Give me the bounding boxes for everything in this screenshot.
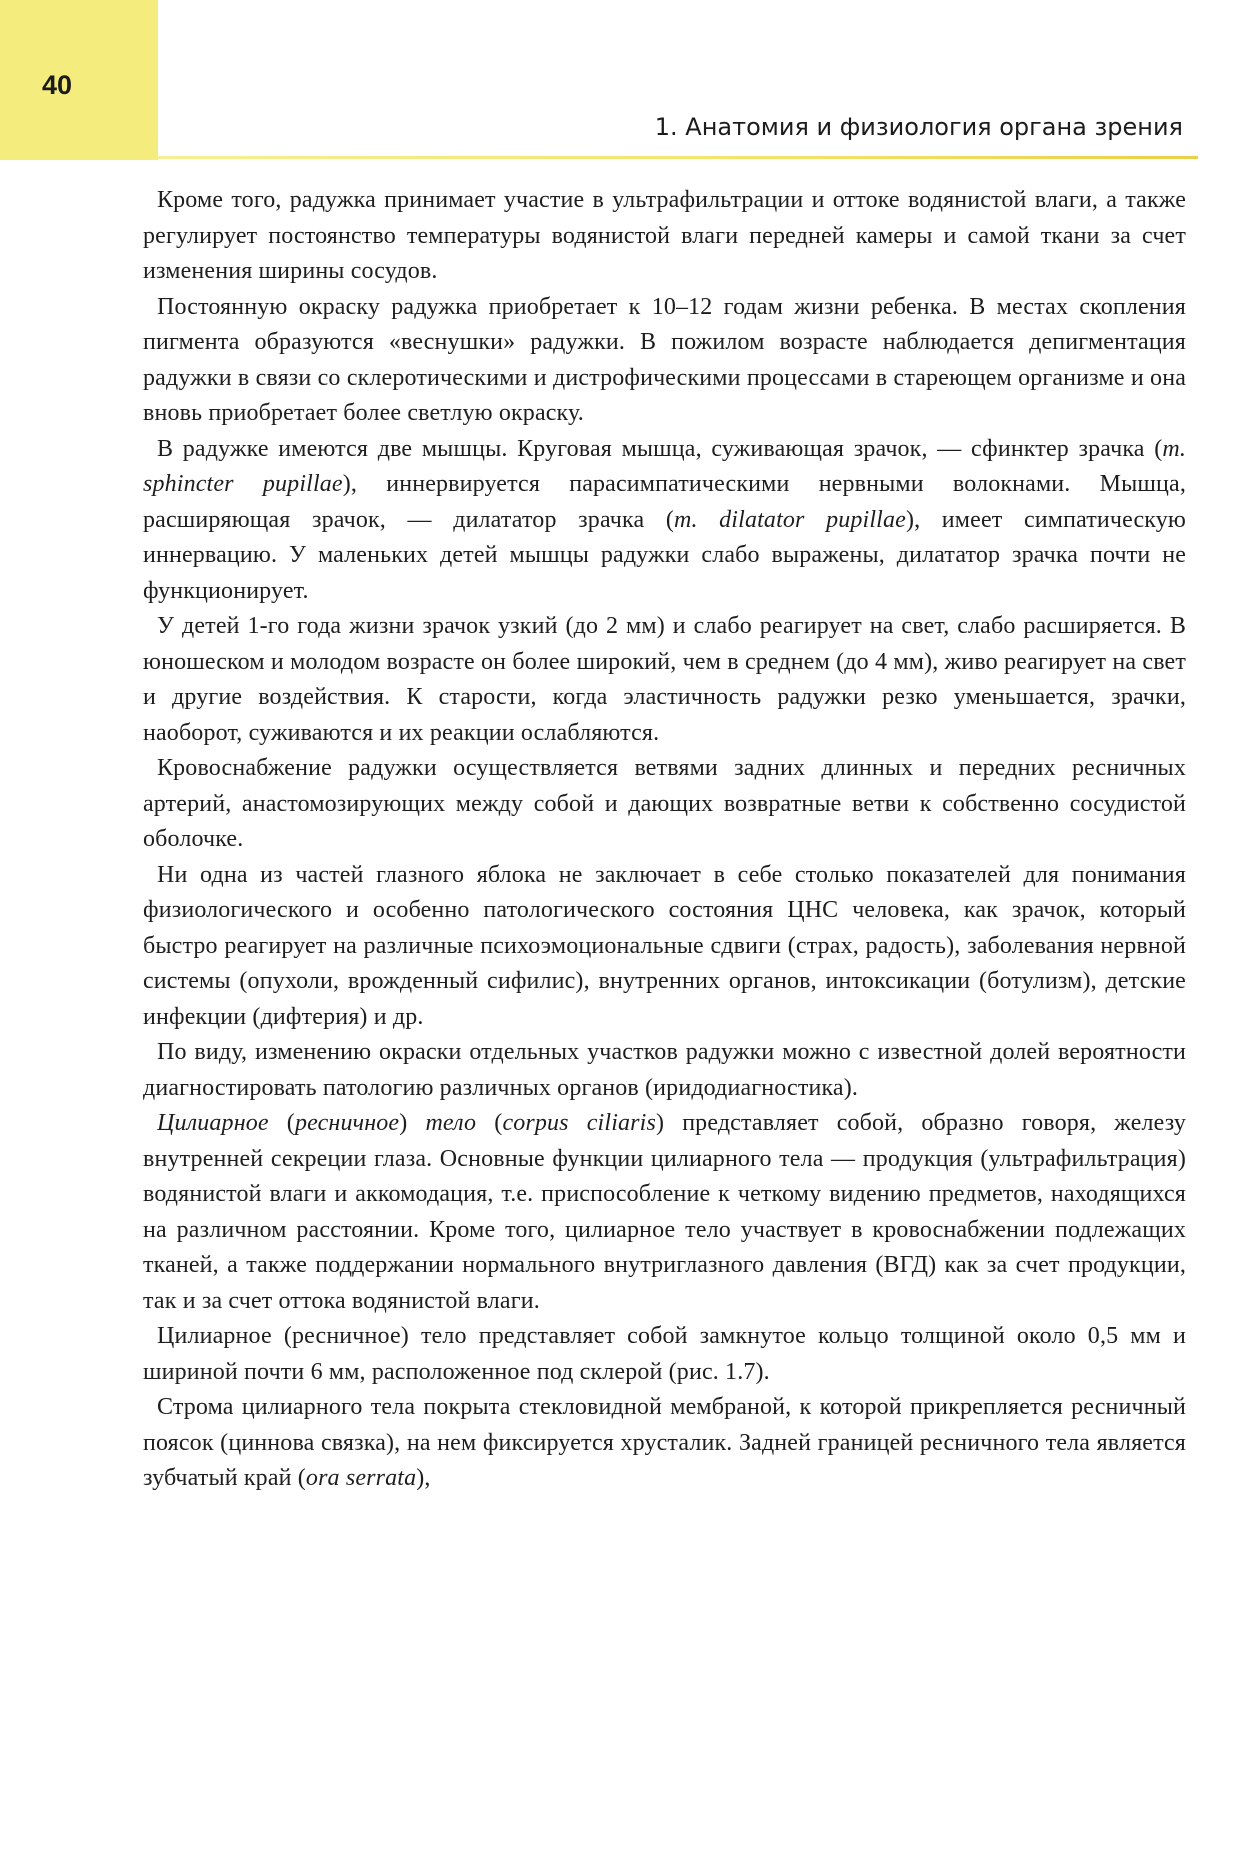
term-emphasis: тело bbox=[425, 1110, 477, 1136]
paragraph: У детей 1-го года жизни зрачок узкий (до 2 мм) и слабо реагирует на свет, слабо расширяется. В юношеском и молодом возрасте он более широкий, чем в среднем (до 4 мм), живо реагирует на свет и другие воздействия. К старости, когда эластичность радужки резко уменьшается, зрачки, наоборот, суживаются и их реакции ослабляются. bbox=[143, 613, 1186, 746]
paragraph: Кровоснабжение радужки осуществляется ветвями задних длинных и передних ресничных артерий, анастомозирующих между собой и дающих возвратные ветви к собственно сосудистой оболочке. bbox=[143, 755, 1186, 852]
paragraph: В радужке имеются две мышцы. Круговая мышца, суживающая зрачок, — сфинктер зрачка (m. sphincter pupillae), иннервируется парасимпатическими нервными волокнами. Мышца, расширяющая зрачок, — дилататор зрачка (m. dilatator pupillae), имеет симпатическую иннервацию. У маленьких детей мышцы радужки слабо выражены, дилататор зрачка почти не функционирует. bbox=[143, 435, 1187, 604]
latin-term: ora serrata bbox=[305, 1465, 417, 1491]
page-number-tab bbox=[0, 0, 158, 160]
latin-term: corpus ciliaris bbox=[502, 1110, 656, 1136]
term-emphasis: Цилиарное bbox=[157, 1110, 269, 1136]
latin-term: m. sphincter pupillae bbox=[143, 435, 1186, 497]
body-text bbox=[143, 183, 1186, 1497]
paragraph: По виду, изменению окраски отдельных участков радужки можно с известной долей вероятности диагностировать патологию различных органов (иридодиагностика). bbox=[143, 1039, 1186, 1101]
paragraph: Цилиарное (ресничное) тело (corpus ciliaris) представляет собой, образно говоря, железу внутренней секреции глаза. Основные функции цилиарного тела — продукция (ультрафильтрация) водянистой влаги и аккомодация, т.е. приспособление к четкому видению предметов, находящихся на различном расстоянии. Кроме того, цилиарное тело участвует в кровоснабжении подлежащих тканей, а также поддержании нормального внутриглазного давления (ВГД) как за счет продукции, так и за счет оттока водянистой влаги. bbox=[143, 1110, 1187, 1314]
header-rule bbox=[158, 156, 1198, 159]
paragraph: Строма цилиарного тела покрыта стекловидной мембраной, к которой прикрепляется ресничный поясок (циннова связка), на нем фиксируется хрусталик. Задней границей ресничного тела является зубчатый край (ora serrata), bbox=[143, 1394, 1186, 1491]
term-emphasis: ресничное bbox=[294, 1110, 400, 1136]
paragraph: Ни одна из частей глазного яблока не заключает в себе столько показателей для понимания физиологического и особенно патологического состояния ЦНС человека, как зрачок, который быстро реагирует на различные психоэмоциональные сдвиги (страх, радость), заболевания нервной системы (опухоли, врожденный сифилис), внутренних органов, интоксикации (ботулизм), детские инфекции (дифтерия) и др. bbox=[143, 861, 1186, 1030]
page-number: 40 bbox=[42, 70, 73, 100]
paragraph: Постоянную окраску радужка приобретает к 10–12 годам жизни ребенка. В местах скопления пигмента образуются «веснушки» радужки. В пожилом возрасте наблюдается депигментация радужки в связи со склеротическими и дистрофическими процессами в стареющем организме и она вновь приобретает более светлую окраску. bbox=[143, 293, 1186, 426]
latin-term: m. dilatator pupillae bbox=[673, 506, 906, 533]
running-head: 1. Анатомия и физиология органа зрения bbox=[654, 113, 1183, 141]
paragraph: Кроме того, радужка принимает участие в ультрафильтрации и оттоке водянистой влаги, а также регулирует постоянство температуры водянистой влаги передней камеры и самой ткани за счет изменения ширины сосудов. bbox=[143, 187, 1186, 284]
paragraph: Цилиарное (ресничное) тело представляет собой замкнутое кольцо толщиной около 0,5 мм и шириной почти 6 мм, расположенное под склерой (рис. 1.7). bbox=[143, 1323, 1186, 1385]
